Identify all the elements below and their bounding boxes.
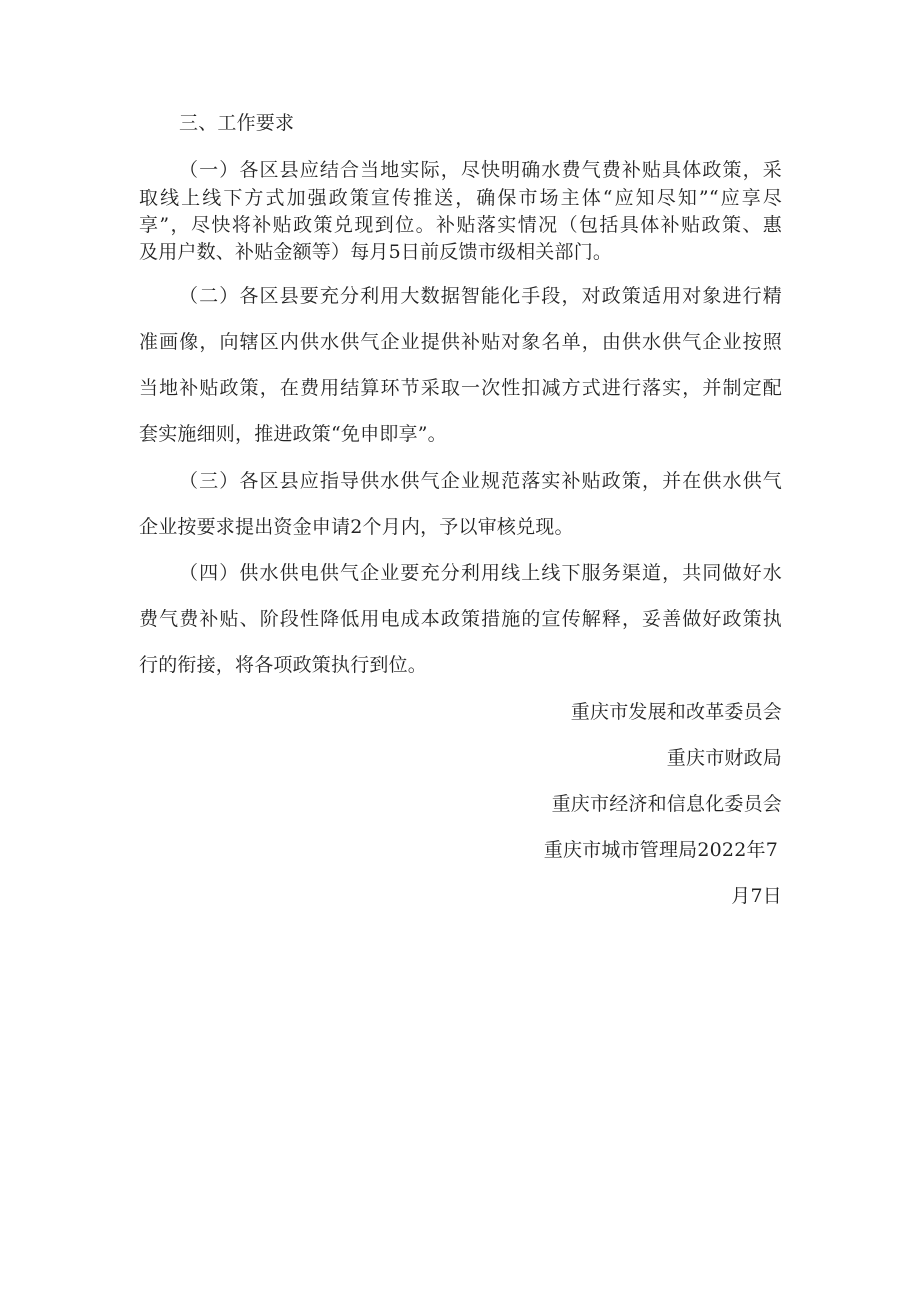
signatory-economy-it-commission: 重庆市经济和信息化委员会 bbox=[551, 793, 782, 815]
signatory-urban-management-date: 重庆市城市管理局2022年7 bbox=[543, 839, 778, 861]
paragraph-line: 套实施细则，推进政策“免申即享”。 bbox=[139, 423, 447, 445]
paragraph-line: 取线上线下方式加强政策宣传推送，确保市场主体“应知尽知”“应享尽 bbox=[139, 187, 782, 209]
signatory-finance-bureau: 重庆市财政局 bbox=[666, 747, 782, 769]
paragraph-line: （四）供水供电供气企业要充分利用线上线下服务渠道，共同做好水 bbox=[179, 562, 782, 584]
signatory-ndrc: 重庆市发展和改革委员会 bbox=[570, 701, 782, 723]
signature-date: 月7日 bbox=[731, 885, 782, 907]
paragraph-line: 及用户数、补贴金额等）每月5日前反馈市级相关部门。 bbox=[139, 241, 613, 263]
paragraph-line: 费气费补贴、阶段性降低用电成本政策措施的宣传解释，妥善做好政策执 bbox=[139, 608, 782, 630]
paragraph-line: 行的衔接，将各项政策执行到位。 bbox=[139, 654, 428, 676]
paragraph-line: 企业按要求提出资金申请2个月内，予以审核兑现。 bbox=[139, 516, 574, 538]
paragraph-line: （三）各区县应指导供水供气企业规范落实补贴政策，并在供水供气 bbox=[179, 470, 782, 492]
paragraph-line: 享”，尽快将补贴政策兑现到位。补贴落实情况（包括具体补贴政策、惠 bbox=[139, 214, 782, 236]
paragraph-line: （一）各区县应结合当地实际，尽快明确水费气费补贴具体政策，采 bbox=[179, 159, 782, 181]
paragraph-line: 准画像，向辖区内供水供气企业提供补贴对象名单，由供水供气企业按照 bbox=[139, 331, 782, 353]
paragraph-line: 当地补贴政策，在费用结算环节采取一次性扣减方式进行落实，并制定配 bbox=[139, 377, 782, 399]
section-heading: 三、工作要求 bbox=[179, 112, 295, 134]
paragraph-line: （二）各区县要充分利用大数据智能化手段，对政策适用对象进行精 bbox=[179, 285, 782, 307]
